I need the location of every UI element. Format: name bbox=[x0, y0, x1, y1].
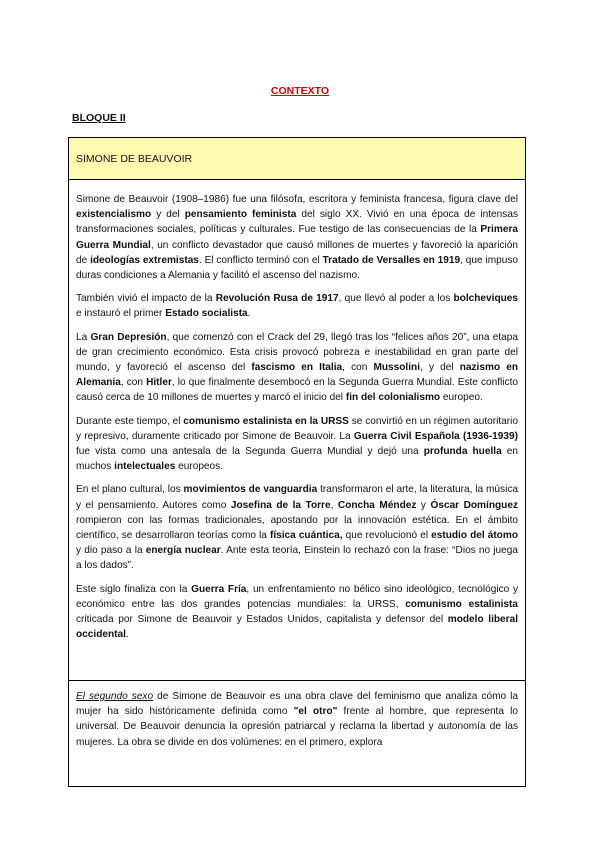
paragraph-5: En el plano cultural, los movimientos de vanguardia transformaron el arte, la literatura, la música y el pensamiento. Autores como Josefina de la Torre, Concha Méndez y Óscar Domínguez rompieron con las formas tradicionales, apostando por la innovación estética. En el ámbito científico, se desarrollaron teorías como la física cuántica, que revolucionó el estudio del átomo y dio paso a la energía nuclear. Ante esta teoría, Einstein lo rechazó con la frase: “Dios no juega a los dados”. bbox=[76, 484, 518, 572]
page-title: CONTEXTO bbox=[270, 85, 330, 97]
paragraph-6: Este siglo finaliza con la Guerra Fría, un enfrentamiento no bélico sino ideológico, tecnológico y económico entre las dos grandes potencias mundiales: la URSS, comunismo estalinista criticada por Simone de Beauvoir y Estados Unidos, capitalista y defensor del modelo liberal occidental. bbox=[76, 583, 518, 641]
paragraph-7: El segundo sexo de Simone de Beauvoir es una obra clave del feminismo que analiza cómo la mujer ha sido históricamente definida como "el otro" frente al hombre, que representa lo universal. De Beauvoir denuncia la opresión patriarcal y reclama la libertad y autonomía de las mujeres. La obra se divide en dos volúmenes: en el primero, explora bbox=[76, 691, 519, 748]
body-row bbox=[69, 180, 526, 681]
paragraph-1: Simone de Beauvoir (1908–1986) fue una filósofa, escritora y feminista francesa, figura clave del existencialismo y del pensamiento feminista del siglo XX. Vivió en una época de intensas transformaciones sociales, políticas y culturales. Fue testigo de las consecuencias de la Primera Guerra Mundial, un conflicto devastador que causó millones de muertes y favoreció la aparición de ideologías extremistas. El conflicto terminó con el Tratado de Versalles en 1919, que impuso duras condiciones a Alemania y facilitó el ascenso del nazismo. bbox=[76, 194, 518, 282]
paragraph-3: La Gran Depresión, que comenzó con el Crack del 29, llegó tras los “felices años 20”, una etapa de gran crecimiento económico. Esta crisis provocó pobreza e inestabilidad en gran parte del mundo, y favoreció el ascenso del fascismo en Italia, con Mussolini, y del nazismo en Alemania, con Hitler, lo que finalmente desembocó en la Segunda Guerra Mundial. Este conflicto causó cerca de 10 millones de muertes y marcó el inicio del fin del colonialismo europeo. bbox=[76, 331, 519, 404]
paragraph-4: Durante este tiempo, el comunismo estalinista en la URSS se convirtió en un régimen autoritario y represivo, duramente criticado por Simone de Beauvoir. La Guerra Civil Española (1936-1939) fue vista como una antesala de la Segunda Guerra Mundial y dejó una profunda huella en muchos intelectuales europeos. bbox=[76, 415, 518, 473]
header-row bbox=[69, 138, 526, 180]
paragraph-2: También vivió el impacto de la Revolución Rusa de 1917, que llevó al poder a los bolcheviques e instauró el primer Estado socialista. bbox=[76, 293, 519, 320]
context-table bbox=[68, 137, 526, 787]
last-row bbox=[69, 681, 526, 787]
table-last-cell bbox=[69, 681, 526, 787]
section-heading: BLOQUE II bbox=[72, 112, 126, 124]
table-header-cell: SIMONE DE BEAUVOIR bbox=[69, 138, 526, 180]
table-body-cell bbox=[69, 180, 526, 681]
